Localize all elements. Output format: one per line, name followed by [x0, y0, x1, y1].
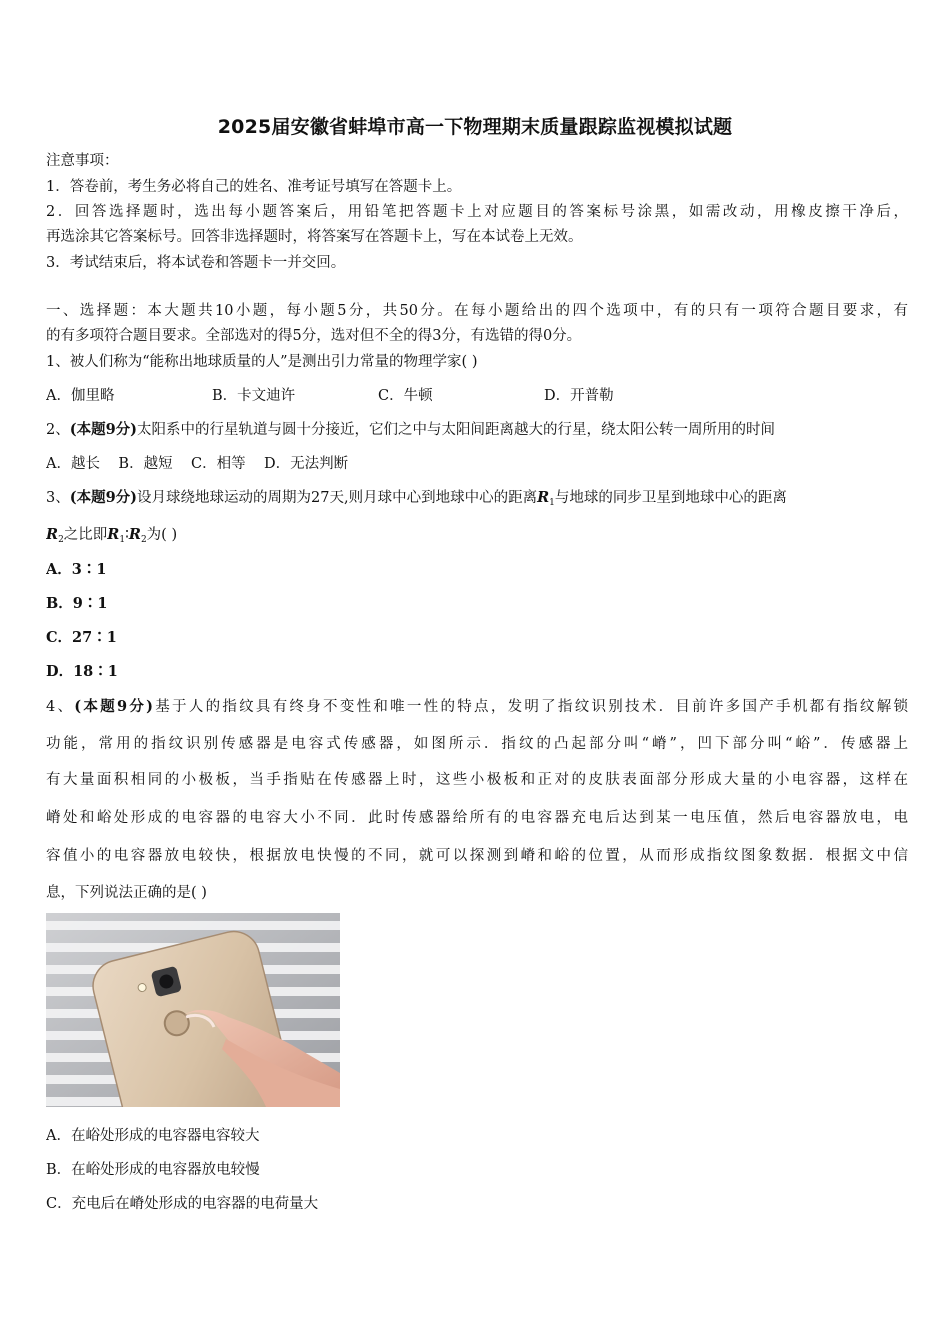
- q3-ratio-sep: ∶: [125, 527, 129, 543]
- section-instructions-1: 一、选择题：本大题共10小题，每小题5分，共50分。在每小题给出的四个选项中，有的只有一项符合题目要求，有: [46, 303, 908, 319]
- q3-score: (本题9分): [69, 489, 138, 506]
- q1-option-a: A．伽里略: [46, 388, 115, 404]
- q3-option-a: A．3∶1: [46, 561, 107, 578]
- q3-sub-1b: 1: [119, 535, 126, 545]
- fingerprint-phone-photo: [46, 913, 340, 1107]
- q2-number: 2、: [46, 422, 70, 438]
- q3-text-d: 为( ): [146, 527, 178, 543]
- q3-option-d: D．18∶1: [46, 663, 118, 680]
- q4-stem-line-1: [46, 697, 908, 717]
- q1-stem: 1、被人们称为“能称出地球质量的人”是测出引力常量的物理学家( ): [46, 354, 478, 370]
- q4-option-b: B．在峪处形成的电容器放电较慢: [46, 1162, 260, 1178]
- q4-text-1: 基于人的指纹具有终身不变性和唯一性的特点，发明了指纹识别技术．目前许多国产手机都有指纹解锁: [152, 699, 908, 715]
- q4-score: (本题9分): [74, 698, 153, 715]
- q3-var-r1b: R: [107, 526, 120, 543]
- q4-number: 4、: [46, 699, 75, 715]
- q3-text-c: 之比即: [63, 527, 108, 543]
- q4-option-c: C．充电后在嵴处形成的电容器的电荷量大: [46, 1196, 319, 1212]
- q2-score: (本题9分): [69, 421, 138, 438]
- q3-option-b: B．9∶1: [46, 595, 108, 612]
- q3-var-r2: R: [46, 526, 59, 543]
- q4-option-a: A．在峪处形成的电容器电容较大: [46, 1128, 260, 1144]
- notes-item-1: 1．答卷前，考生务必将自己的姓名、准考证号填写在答题卡上。: [46, 179, 462, 195]
- notes-heading: 注意事项：: [46, 153, 119, 169]
- q3-text-a: 设月球绕地球运动的周期为27天,则月球中心到地球中心的距离: [137, 490, 538, 506]
- q3-sub-1: 1: [549, 498, 555, 508]
- q2-options: A．越长 B．越短 C．相等 D．无法判断: [46, 456, 349, 472]
- q1-options: [46, 386, 908, 406]
- q3-number: 3、: [46, 490, 70, 506]
- section-instructions-2: 的有多项符合题目要求。全部选对的得5分，选对但不全的得3分，有选错的得0分。: [46, 328, 582, 344]
- q1-option-b: B．卡文迪许: [212, 388, 296, 404]
- q3-text-b: 与地球的同步卫星到地球中心的距离: [554, 490, 787, 506]
- notes-item-3: 3．考试结束后，将本试卷和答题卡一并交回。: [46, 255, 346, 271]
- q3-stem-cont: [46, 525, 908, 550]
- q3-option-c: C．27∶1: [46, 629, 117, 646]
- q2-stem: [46, 420, 908, 440]
- q3-var-r1: R: [537, 489, 550, 506]
- q4-stem-line-6: 息，下列说法正确的是( ): [46, 885, 207, 901]
- q4-stem-line-2: 功能，常用的指纹识别传感器是电容式传感器，如图所示．指纹的凸起部分叫“嵴”，凹下部分叫“峪”．传感器上: [46, 736, 908, 752]
- page-title: 2025届安徽省蚌埠市高一下物理期末质量跟踪监视模拟试题: [217, 116, 733, 138]
- q4-stem-line-3: 有大量面积相同的小极板，当手指贴在传感器上时，这些小极板和正对的皮肤表面部分形成大量的小电容器，这样在: [46, 772, 908, 788]
- q3-stem: [46, 488, 908, 513]
- q3-var-r2b: R: [128, 526, 141, 543]
- fingerprint-phone-illustration: [46, 913, 340, 1107]
- q4-stem-line-4: 嵴处和峪处形成的电容器的电容大小不同．此时传感器给所有的电容器充电后达到某一电压值，然后电容器放电，电: [46, 810, 908, 826]
- q1-option-c: C．牛顿: [378, 388, 433, 404]
- notes-item-2: 2．回答选择题时，选出每小题答案后，用铅笔把答题卡上对应题目的答案标号涂黑，如需改动，用橡皮擦干净后，: [46, 204, 908, 220]
- notes-item-2-cont: 再选涂其它答案标号。回答非选择题时，将答案写在答题卡上，写在本试卷上无效。: [46, 229, 583, 245]
- q1-option-d: D．开普勒: [544, 388, 614, 404]
- q3-sub-2b: 2: [140, 535, 147, 545]
- q3-sub-2: 2: [58, 535, 64, 545]
- q4-stem-line-5: 容值小的电容器放电较快，根据放电快慢的不同，就可以探测到嵴和峪的位置，从而形成指纹图象数据．根据文中信: [46, 848, 908, 864]
- q2-text: 太阳系中的行星轨道与圆十分接近，它们之中与太阳间距离越大的行星，绕太阳公转一周所用的时间: [137, 422, 776, 438]
